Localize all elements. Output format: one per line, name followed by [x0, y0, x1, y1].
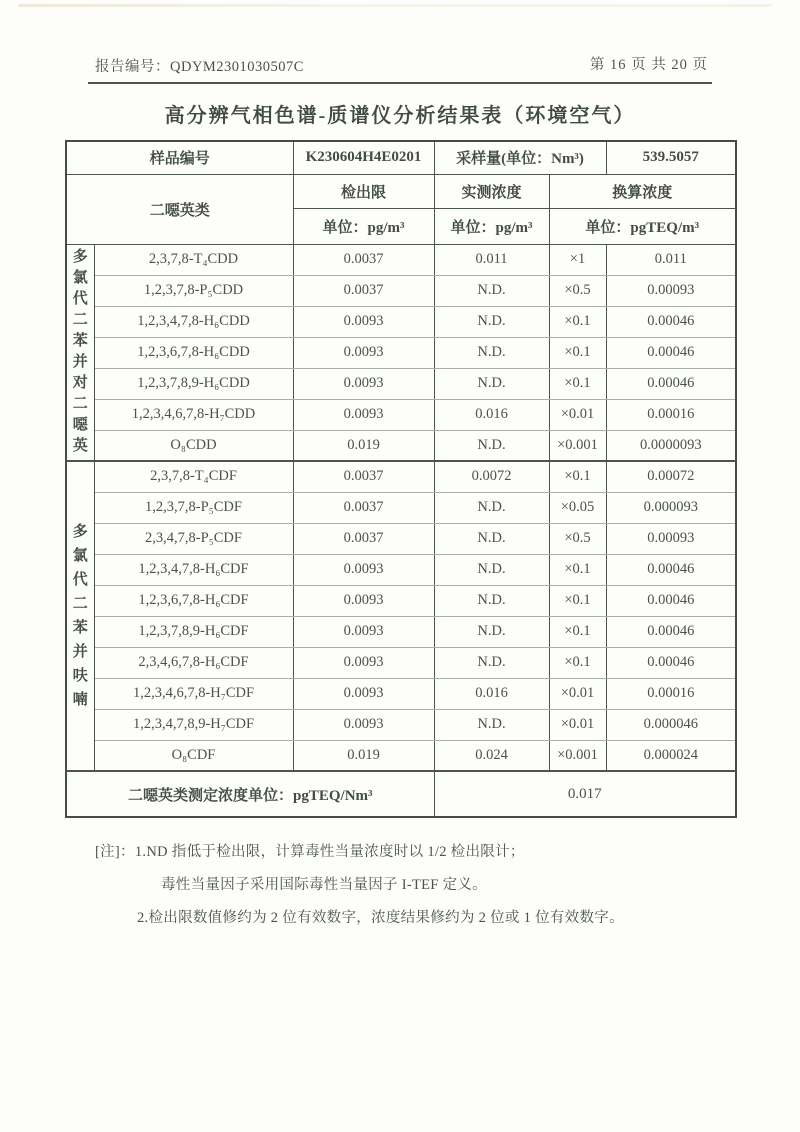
- measured-cell: N.D.: [434, 647, 549, 678]
- congener-cell: 1,2,3,4,6,7,8-H₇CDD: [94, 399, 293, 430]
- measured-cell: 0.024: [434, 740, 549, 771]
- congener-cell: O₈CDF: [94, 740, 293, 771]
- congener-cell: 2,3,4,6,7,8-H₆CDF: [94, 647, 293, 678]
- tef-cell: ×0.01: [549, 678, 606, 709]
- tef-cell: ×0.05: [549, 492, 606, 523]
- detection-limit-cell: 0.0093: [293, 678, 434, 709]
- teq-cell: 0.00046: [606, 368, 736, 399]
- measured-unit: 单位：pg/m³: [434, 208, 549, 244]
- measured-header: 实测浓度: [434, 174, 549, 208]
- congener-cell: 2,3,7,8-T₄CDD: [94, 244, 293, 275]
- detection-limit-cell: 0.0093: [293, 647, 434, 678]
- congener-cell: 1,2,3,7,8,9-H₆CDF: [94, 616, 293, 647]
- total-teq-label: 二噁英类测定浓度单位：pgTEQ/Nm³: [66, 771, 434, 817]
- measured-cell: N.D.: [434, 337, 549, 368]
- table-row: [66, 523, 736, 554]
- measured-cell: N.D.: [434, 275, 549, 306]
- total-teq-row: [66, 771, 736, 817]
- measured-cell: N.D.: [434, 554, 549, 585]
- scan-artifact: [18, 4, 772, 7]
- table-row: [66, 368, 736, 399]
- tef-cell: ×0.1: [549, 554, 606, 585]
- teq-cell: 0.00016: [606, 678, 736, 709]
- table-row: [66, 709, 736, 740]
- congener-cell: 1,2,3,6,7,8-H₆CDD: [94, 337, 293, 368]
- tef-cell: ×0.1: [549, 616, 606, 647]
- measured-cell: N.D.: [434, 430, 549, 461]
- congener-cell: 1,2,3,6,7,8-H₆CDF: [94, 585, 293, 616]
- detection-limit-cell: 0.0093: [293, 585, 434, 616]
- tef-cell: ×0.1: [549, 585, 606, 616]
- table-row: [66, 337, 736, 368]
- measured-cell: N.D.: [434, 585, 549, 616]
- table-row: [66, 399, 736, 430]
- detection-limit-header: 检出限: [293, 174, 434, 208]
- measured-cell: N.D.: [434, 523, 549, 554]
- table-row: [66, 306, 736, 337]
- tef-cell: ×0.001: [549, 430, 606, 461]
- congener-cell: 2,3,4,7,8-P₅CDF: [94, 523, 293, 554]
- measured-cell: 0.016: [434, 399, 549, 430]
- tef-cell: ×0.01: [549, 399, 606, 430]
- detection-limit-cell: 0.0093: [293, 554, 434, 585]
- detection-limit-cell: 0.019: [293, 740, 434, 771]
- footnote-2: 2.检出限数值修约为 2 位有效数字，浓度结果修约为 2 位或 1 位有效数字。: [137, 910, 624, 926]
- report-number: [95, 55, 304, 76]
- analyte-class-header: 二噁英类: [66, 174, 293, 244]
- congener-cell: 1,2,3,7,8,9-H₆CDD: [94, 368, 293, 399]
- header-divider: [88, 82, 712, 84]
- congener-cell: 1,2,3,4,6,7,8-H₇CDF: [94, 678, 293, 709]
- teq-cell: 0.00093: [606, 523, 736, 554]
- page-indicator: 第 16 页 共 20 页: [589, 57, 708, 73]
- tef-cell: ×0.01: [549, 709, 606, 740]
- group-label-pcdf: [66, 461, 94, 771]
- teq-cell: 0.00046: [606, 306, 736, 337]
- converted-unit: 单位：pgTEQ/m³: [549, 208, 736, 244]
- table-row: [66, 461, 736, 492]
- measured-cell: 0.011: [434, 244, 549, 275]
- converted-header: 换算浓度: [549, 174, 736, 208]
- sample-label: 样品编号: [66, 141, 293, 174]
- measured-cell: N.D.: [434, 616, 549, 647]
- tef-cell: ×0.5: [549, 275, 606, 306]
- teq-cell: 0.0000093: [606, 430, 736, 461]
- tef-cell: ×0.001: [549, 740, 606, 771]
- teq-cell: 0.00072: [606, 461, 736, 492]
- footnote-prefix: [注]：: [95, 844, 135, 860]
- detection-limit-cell: 0.0037: [293, 244, 434, 275]
- table-row: [66, 244, 736, 275]
- total-teq-value: 0.017: [434, 771, 736, 817]
- congener-cell: 1,2,3,4,7,8,9-H₇CDF: [94, 709, 293, 740]
- tef-cell: ×0.1: [549, 647, 606, 678]
- teq-cell: 0.000093: [606, 492, 736, 523]
- table-row: [66, 430, 736, 461]
- sample-volume-label: 采样量(单位：Nm³): [434, 141, 606, 174]
- table-row: [66, 647, 736, 678]
- report-number-label: 报告编号：: [95, 59, 170, 75]
- table-row: [66, 678, 736, 709]
- teq-cell: 0.00046: [606, 647, 736, 678]
- tef-cell: ×0.1: [549, 368, 606, 399]
- report-number-value: QDYM2301030507C: [170, 59, 304, 75]
- detection-limit-cell: 0.0093: [293, 337, 434, 368]
- group-label-pcdd-text: 多氯代二苯并对二噁英: [72, 249, 88, 455]
- teq-cell: 0.011: [606, 244, 736, 275]
- congener-cell: 1,2,3,4,7,8-H₆CDF: [94, 554, 293, 585]
- sample-id: K230604H4E0201: [293, 141, 434, 174]
- detection-limit-unit: 单位：pg/m³: [293, 208, 434, 244]
- congener-cell: 1,2,3,7,8-P₅CDD: [94, 275, 293, 306]
- detection-limit-cell: 0.0093: [293, 306, 434, 337]
- detection-limit-cell: 0.019: [293, 430, 434, 461]
- page-title: 高分辨气相色谱-质谱仪分析结果表（环境空气）: [164, 105, 636, 127]
- teq-cell: 0.00046: [606, 337, 736, 368]
- tef-cell: ×1: [549, 244, 606, 275]
- tef-cell: ×0.1: [549, 337, 606, 368]
- sample-volume-value: 539.5057: [606, 141, 736, 174]
- footnote-1: [95, 843, 735, 862]
- congener-cell: 1,2,3,4,7,8-H₆CDD: [94, 306, 293, 337]
- detection-limit-cell: 0.0093: [293, 368, 434, 399]
- measured-cell: N.D.: [434, 306, 549, 337]
- teq-cell: 0.000046: [606, 709, 736, 740]
- detection-limit-cell: 0.0037: [293, 492, 434, 523]
- table-row: [66, 585, 736, 616]
- tef-cell: ×0.5: [549, 523, 606, 554]
- detection-limit-cell: 0.0037: [293, 461, 434, 492]
- teq-cell: 0.00016: [606, 399, 736, 430]
- detection-limit-cell: 0.0037: [293, 275, 434, 306]
- table-row: [66, 554, 736, 585]
- group-label-pcdd: [66, 244, 94, 461]
- sample-row: [66, 141, 736, 174]
- table-row: [66, 275, 736, 306]
- measured-cell: 0.016: [434, 678, 549, 709]
- footnotes: [95, 843, 735, 942]
- congener-cell: 1,2,3,7,8-P₅CDF: [94, 492, 293, 523]
- table-row: [66, 740, 736, 771]
- table-row: [66, 492, 736, 523]
- detection-limit-cell: 0.0093: [293, 616, 434, 647]
- teq-cell: 0.000024: [606, 740, 736, 771]
- detection-limit-cell: 0.0093: [293, 399, 434, 430]
- group-label-pcdf-text: 多氯代二苯并呋喃: [72, 524, 88, 708]
- footnote-1-text: 1.ND 指低于检出限，计算毒性当量浓度时以 1/2 检出限计；: [134, 844, 525, 860]
- tef-cell: ×0.1: [549, 461, 606, 492]
- measured-cell: 0.0072: [434, 461, 549, 492]
- footnote-1b: 毒性当量因子采用国际毒性当量因子 I-TEF 定义。: [161, 877, 487, 893]
- column-header-row: [66, 174, 736, 208]
- detection-limit-cell: 0.0093: [293, 709, 434, 740]
- teq-cell: 0.00046: [606, 554, 736, 585]
- tef-cell: ×0.1: [549, 306, 606, 337]
- congener-cell: 2,3,7,8-T₄CDF: [94, 461, 293, 492]
- results-table: [65, 140, 737, 818]
- table-row: [66, 616, 736, 647]
- measured-cell: N.D.: [434, 492, 549, 523]
- congener-cell: O₈CDD: [94, 430, 293, 461]
- teq-cell: 0.00046: [606, 616, 736, 647]
- teq-cell: 0.00046: [606, 585, 736, 616]
- measured-cell: N.D.: [434, 709, 549, 740]
- measured-cell: N.D.: [434, 368, 549, 399]
- detection-limit-cell: 0.0037: [293, 523, 434, 554]
- teq-cell: 0.00093: [606, 275, 736, 306]
